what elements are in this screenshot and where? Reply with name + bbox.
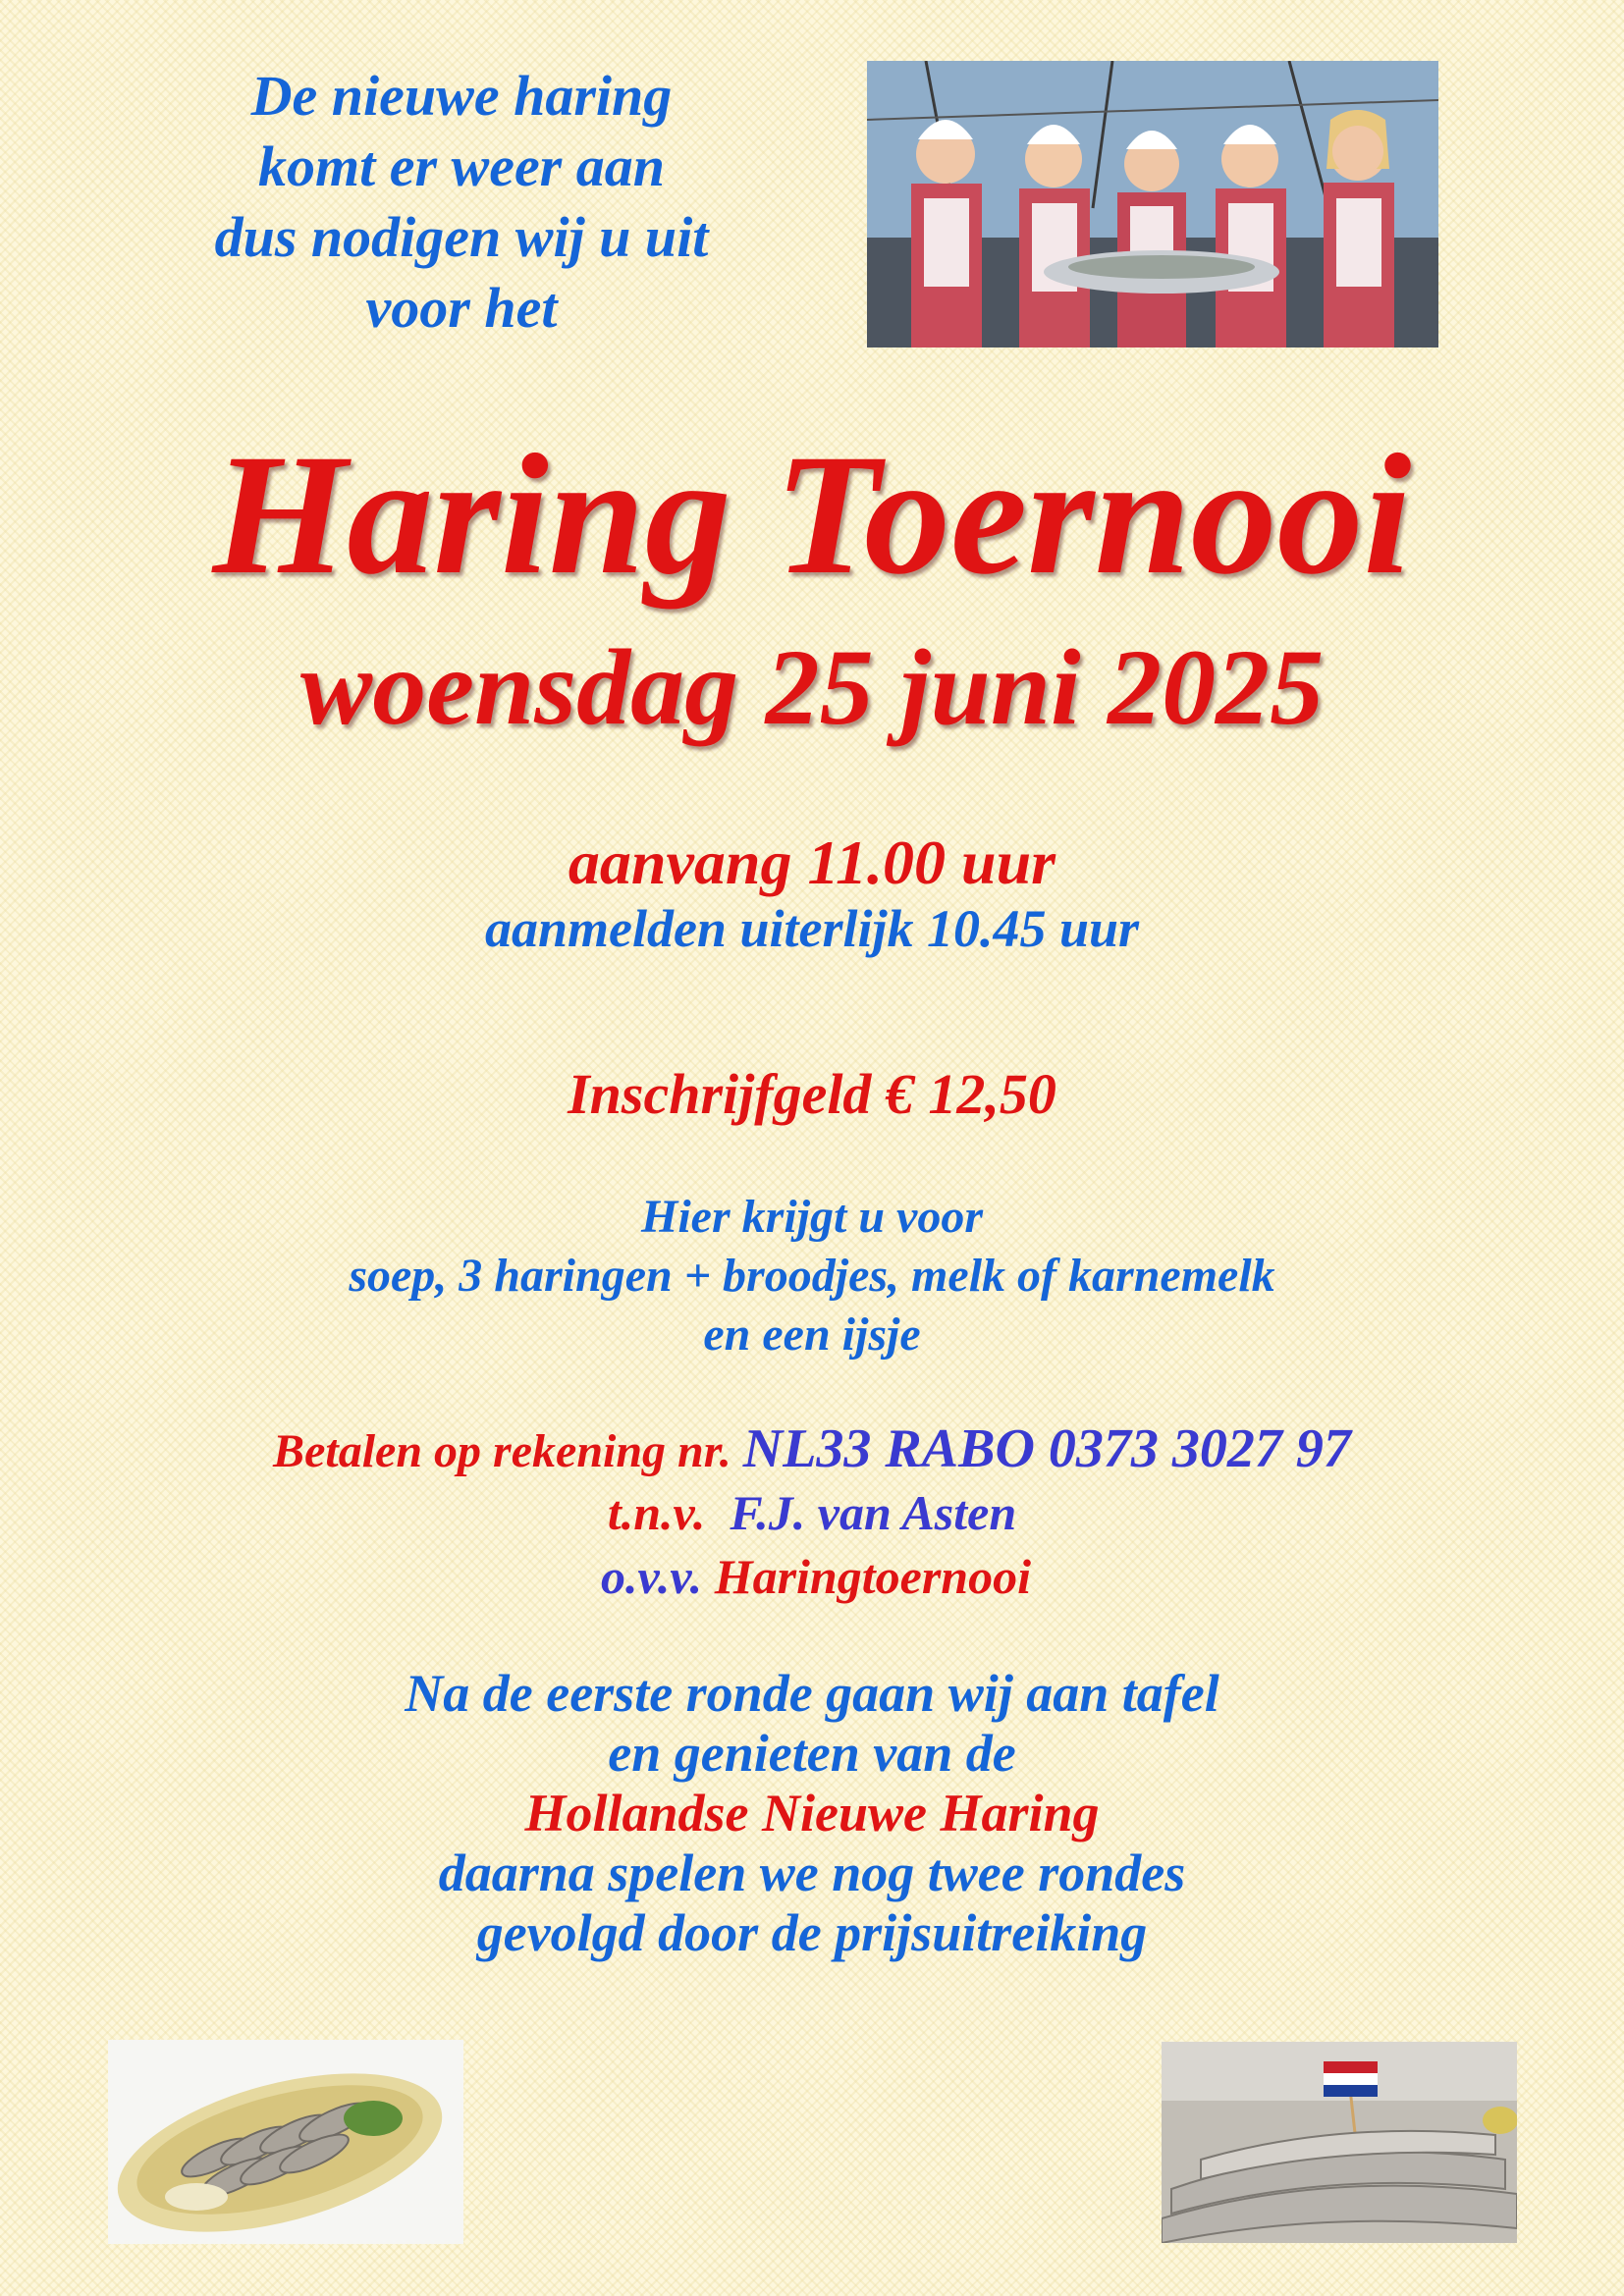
intro-line-1: De nieuwe haring (250, 64, 673, 128)
includes-line-1: Hier krijgt u voor (640, 1191, 984, 1243)
intro-line-2: komt er weer aan (257, 134, 666, 198)
payment-reference-line (601, 1546, 1031, 1607)
intro-text (147, 61, 776, 344)
ovv-label: o.v.v. (601, 1549, 703, 1604)
closing-line-4: daarna spelen we nog twee rondes (438, 1843, 1186, 1902)
includes-line-3: en een ijsje (703, 1308, 921, 1361)
closing-line-2: en genieten van de (608, 1724, 1016, 1783)
herring-girls-illustration (867, 61, 1438, 347)
register-deadline: aanmelden uiterlijk 10.45 uur (484, 899, 1140, 958)
included-items (0, 1188, 1624, 1364)
intro-line-4: voor het (365, 276, 558, 340)
closing-line-1: Na de eerste ronde gaan wij aan tafel (405, 1664, 1219, 1723)
event-date: woensdag 25 juni 2025 (299, 627, 1325, 747)
closing-line-5: gevolgd door de prijsuitreiking (476, 1903, 1148, 1962)
intro-line-3: dus nodigen wij u uit (214, 205, 709, 269)
entry-fee: Inschrijfgeld € 12,50 (568, 1062, 1056, 1126)
herring-plate-photo (108, 2040, 463, 2244)
herring-plate-illustration (108, 2040, 463, 2244)
herring-girls-photo (867, 61, 1438, 347)
payment-account-line (0, 1418, 1624, 1482)
account-holder: F.J. van Asten (730, 1485, 1017, 1540)
program-description (0, 1664, 1624, 1963)
closing-line-3: Hollandse Nieuwe Haring (524, 1784, 1100, 1842)
payment-label: Betalen op rekening nr. (273, 1425, 731, 1477)
payment-reference: Haringtoernooi (714, 1549, 1031, 1604)
herring-flag-illustration (1162, 2042, 1517, 2243)
start-time: aanvang 11.00 uur (568, 828, 1056, 897)
account-number: NL33 RABO 0373 3027 97 (742, 1418, 1351, 1479)
tnv-label: t.n.v. (607, 1485, 706, 1540)
payment-name-line (0, 1482, 1624, 1543)
herring-flag-photo (1162, 2042, 1517, 2243)
includes-line-2: soep, 3 haringen + broodjes, melk of karnemelk (349, 1250, 1275, 1302)
event-title: Haring Toernooi (212, 419, 1412, 611)
